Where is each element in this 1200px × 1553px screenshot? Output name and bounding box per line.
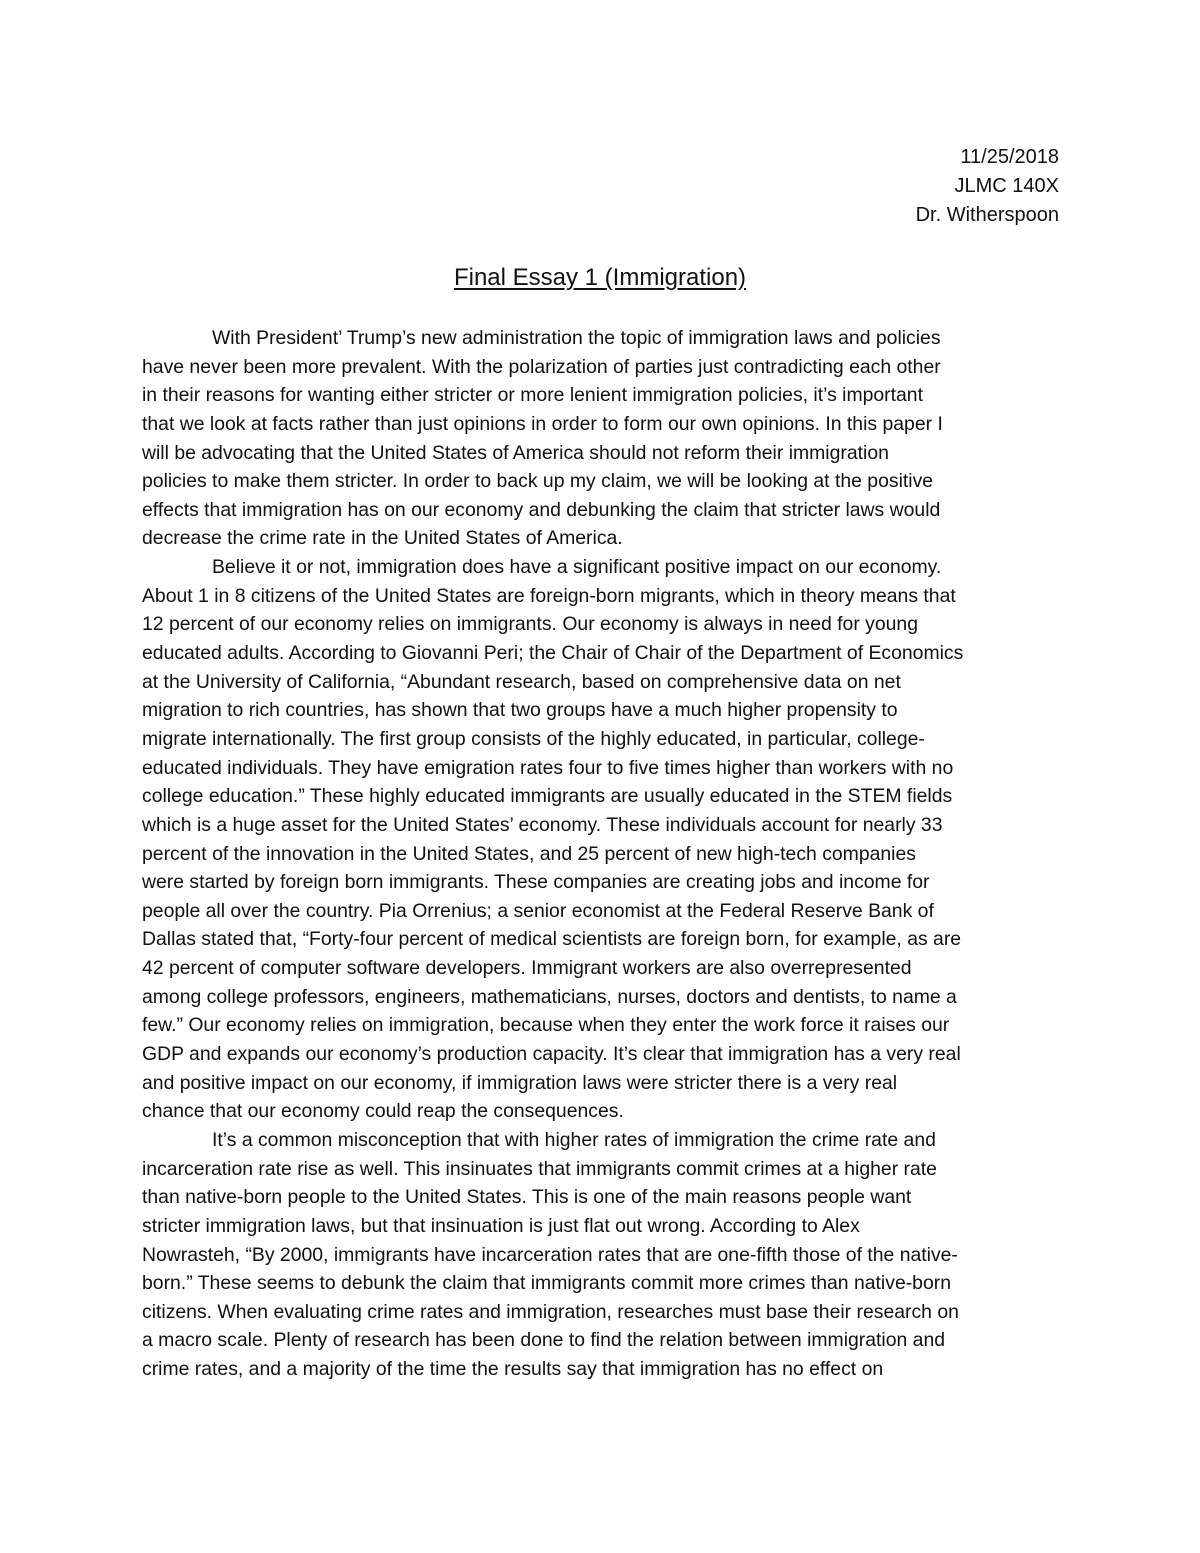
essay-body <box>142 324 1062 1384</box>
body-line: 12 percent of our economy relies on immigrants. Our economy is always in need for young <box>142 613 919 636</box>
body-line: than native-born people to the United States. This is one of the main reasons people want <box>142 1186 912 1209</box>
body-line: few.” Our economy relies on immigration, because when they enter the work force it raises our <box>142 1014 950 1037</box>
body-line: and positive impact on our economy, if immigration laws were stricter there is a very real <box>142 1071 898 1094</box>
body-line: Dallas stated that, “Forty-four percent of medical scientists are foreign born, for example, as are <box>142 928 962 951</box>
header-instructor: Dr. Witherspoon <box>915 204 1059 226</box>
body-line: migrate internationally. The first group consists of the highly educated, in particular, college- <box>142 727 925 750</box>
body-line: educated individuals. They have emigration rates four to five times higher than workers with no <box>142 756 954 779</box>
body-line: With President’ Trump’s new administration the topic of immigration laws and policies <box>212 327 941 349</box>
body-line: which is a huge asset for the United States’ economy. These individuals account for nearly 33 <box>142 813 943 836</box>
body-line: crime rates, and a majority of the time the results say that immigration has no effect on <box>142 1358 884 1381</box>
body-line: citizens. When evaluating crime rates and immigration, researches must base their research on <box>142 1300 959 1323</box>
body-line: in their reasons for wanting either stricter or more lenient immigration policies, it’s important <box>142 384 923 407</box>
header-course: JLMC 140X <box>954 175 1059 197</box>
body-line: chance that our economy could reap the consequences. <box>142 1100 624 1123</box>
body-line: Nowrasteh, “By 2000, immigrants have incarceration rates that are one-fifth those of the native- <box>142 1243 958 1266</box>
body-line: at the University of California, “Abundant research, based on comprehensive data on net <box>142 670 901 693</box>
body-line: among college professors, engineers, mathematicians, nurses, doctors and dentists, to name a <box>142 985 957 1008</box>
body-line: stricter immigration laws, but that insinuation is just flat out wrong. According to Alex <box>142 1214 860 1237</box>
body-line: effects that immigration has on our economy and debunking the claim that stricter laws would <box>142 498 941 521</box>
body-line: decrease the crime rate in the United States of America. <box>142 527 623 550</box>
body-line: were started by foreign born immigrants. These companies are creating jobs and income for <box>142 871 930 894</box>
body-line: percent of the innovation in the United States, and 25 percent of new high-tech companies <box>142 842 916 865</box>
body-line: incarceration rate rise as well. This insinuates that immigrants commit crimes at a higher rate <box>142 1157 937 1180</box>
body-line: people all over the country. Pia Orrenius; a senior economist at the Federal Reserve Bank of <box>142 899 934 922</box>
body-line: About 1 in 8 citizens of the United States are foreign-born migrants, which in theory means that <box>142 584 956 607</box>
body-line: policies to make them stricter. In order to back up my claim, we will be looking at the positive <box>142 470 934 493</box>
body-line: that we look at facts rather than just opinions in order to form our own opinions. In this paper I <box>142 412 943 435</box>
body-line: GDP and expands our economy’s production capacity. It’s clear that immigration has a very real <box>142 1043 961 1066</box>
page-title: Final Essay 1 (Immigration) <box>453 264 747 291</box>
body-line: 42 percent of computer software developers. Immigrant workers are also overrepresented <box>142 957 912 980</box>
body-line: college education.” These highly educated immigrants are usually educated in the STEM fields <box>142 785 953 808</box>
header-date: 11/25/2018 <box>960 146 1059 168</box>
body-line: It’s a common misconception that with higher rates of immigration the crime rate and <box>212 1128 936 1151</box>
body-line: will be advocating that the United States of America should not reform their immigration <box>142 441 889 464</box>
body-line: a macro scale. Plenty of research has been done to find the relation between immigration and <box>142 1329 946 1352</box>
body-line: have never been more prevalent. With the polarization of parties just contradicting each other <box>142 355 941 378</box>
body-line: Believe it or not, immigration does have a significant positive impact on our economy. <box>212 556 942 579</box>
header-block <box>916 143 1059 230</box>
body-line: born.” These seems to debunk the claim that immigrants commit more crimes than native-born <box>142 1272 951 1295</box>
body-line: migration to rich countries, has shown that two groups have a much higher propensity to <box>142 699 898 722</box>
body-line: educated adults. According to Giovanni Peri; the Chair of Chair of the Department of Economics <box>142 642 964 665</box>
